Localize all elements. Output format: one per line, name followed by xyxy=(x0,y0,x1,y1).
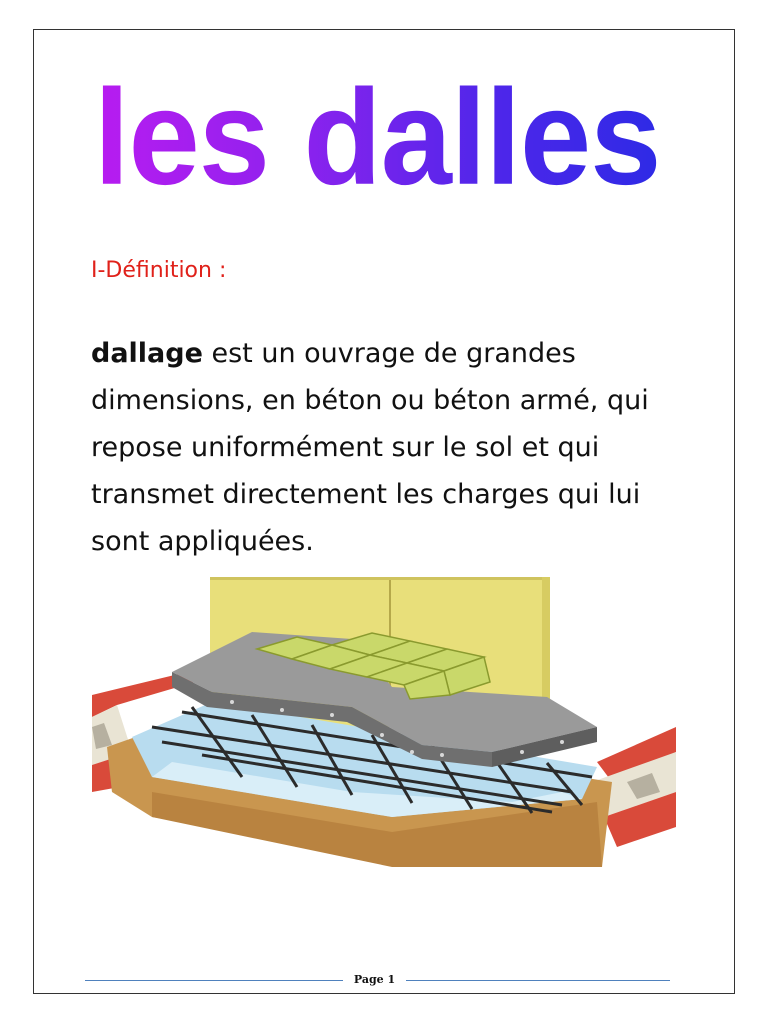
definition-text: est un ouvrage de grandes dimensions, en béton ou béton armé, qui repose uniformément sur le sol et qui transmet directement les charges qui lui sont appliquées. xyxy=(91,338,649,557)
footer-rule-right xyxy=(406,980,670,981)
definition-paragraph xyxy=(91,330,691,565)
slab-illustration xyxy=(92,577,676,867)
section-heading: I-Définition : xyxy=(91,258,227,283)
page-number: Page 1 xyxy=(353,973,396,986)
page-title: les dalles xyxy=(94,61,661,214)
footer-rule-left xyxy=(85,980,343,981)
definition-term: dallage xyxy=(91,338,203,369)
page-footer xyxy=(85,972,670,988)
